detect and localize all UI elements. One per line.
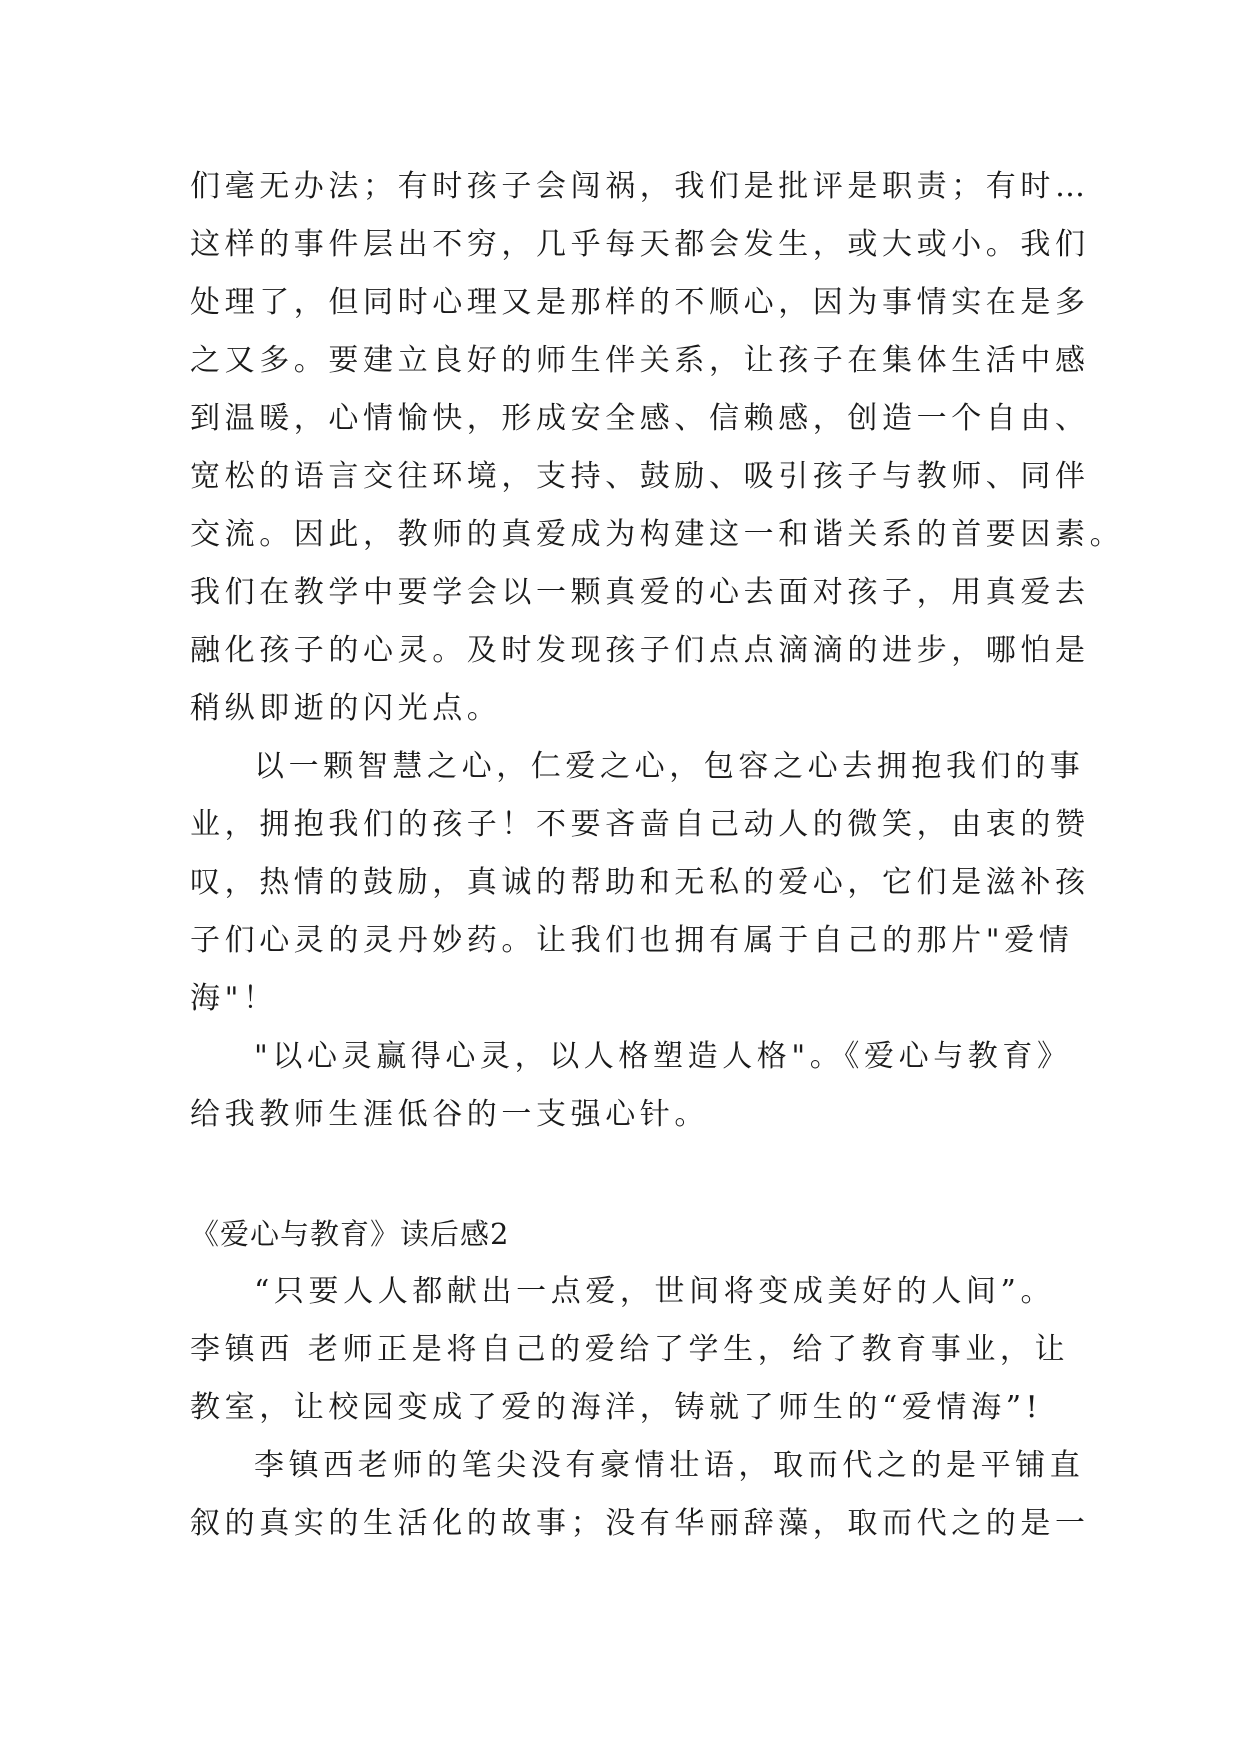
text-line: "以心灵赢得心灵，以人格塑造人格"。《爱心与教育》 — [254, 1039, 1072, 1074]
text-line: 交流。因此，教师的真爱成为构建这一和谐关系的首要因素。 — [190, 517, 1125, 552]
text-line: 之又多。要建立良好的师生伴关系，让孩子在集体生活中感 — [190, 343, 1090, 378]
section-heading: 《爱心与教育》读后感2 — [190, 1217, 510, 1251]
text-line: 融化孩子的心灵。及时发现孩子们点点滴滴的进步，哪怕是 — [190, 633, 1090, 668]
text-line: 李镇西 老师正是将自己的爱给了学生，给了教育事业，让 — [190, 1332, 1070, 1367]
text-line: 业，拥抱我们的孩子！不要吝啬自己动人的微笑，由衷的赞 — [190, 807, 1090, 842]
text-line: 稍纵即逝的闪光点。 — [190, 691, 502, 726]
text-line: “只要人人都献出一点爱，世间将变成美好的人间”。 — [254, 1274, 1056, 1309]
text-line: 李镇西老师的笔尖没有豪情壮语，取而代之的是平铺直 — [254, 1448, 1085, 1483]
text-line: 处理了，但同时心理又是那样的不顺心，因为事情实在是多 — [190, 285, 1090, 320]
text-line: 叹，热情的鼓励，真诚的帮助和无私的爱心，它们是滋补孩 — [190, 865, 1090, 900]
text-line: 到温暖，心情愉快，形成安全感、信赖感，创造一个自由、 — [190, 401, 1090, 436]
text-line: 教室，让校园变成了爱的海洋，铸就了师生的“爱情海”! — [190, 1390, 1043, 1425]
text-line: 这样的事件层出不穷，几乎每天都会发生，或大或小。我们 — [190, 227, 1090, 262]
text-line: 给我教师生涯低谷的一支强心针。 — [190, 1097, 709, 1132]
text-line: 我们在教学中要学会以一颗真爱的心去面对孩子，用真爱去 — [190, 575, 1090, 610]
text-line: 子们心灵的灵丹妙药。让我们也拥有属于自己的那片"爱情 — [190, 923, 1074, 958]
text-line: 们毫无办法；有时孩子会闯祸，我们是批评是职责；有时… — [190, 169, 1090, 204]
text-line: 宽松的语言交往环境，支持、鼓励、吸引孩子与教师、同伴 — [190, 459, 1090, 494]
text-line: 海"！ — [190, 981, 278, 1016]
text-line: 叙的真实的生活化的故事；没有华丽辞藻，取而代之的是一 — [190, 1506, 1090, 1541]
text-line: 以一颗智慧之心，仁爱之心，包容之心去拥抱我们的事 — [254, 749, 1085, 784]
